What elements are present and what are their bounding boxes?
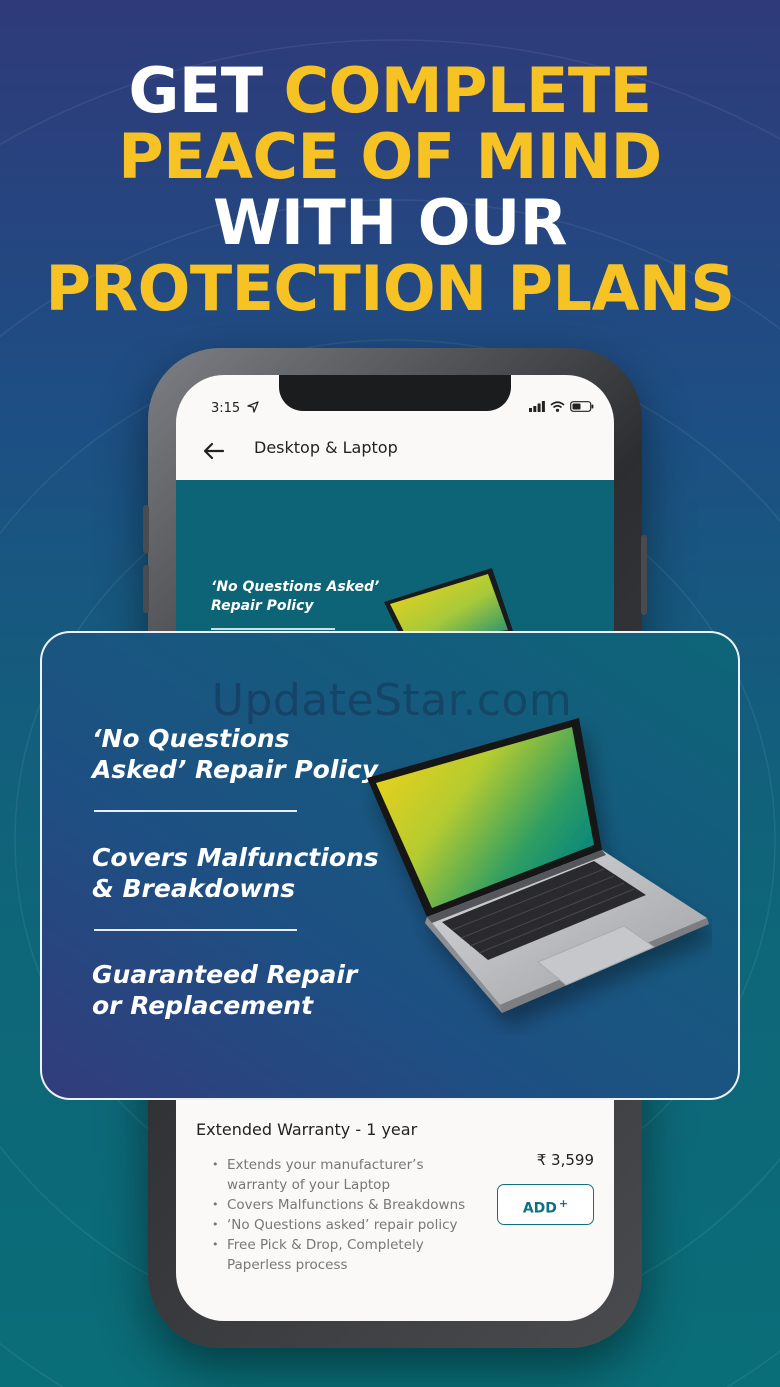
phone-side-button	[143, 505, 149, 553]
status-time-text: 3:15	[211, 401, 241, 416]
product-bullets	[210, 1155, 480, 1275]
feature-divider	[94, 810, 297, 812]
add-button-label: ADD	[522, 1200, 557, 1217]
list-item: • Extends your manufacturer’s warranty of your Laptop	[210, 1155, 480, 1195]
watermark: UpdateStar.com	[211, 675, 573, 726]
headline-line-4: PROTECTION PLANS	[45, 252, 735, 325]
laptop-image	[362, 715, 712, 1035]
signal-icon	[529, 401, 545, 412]
feature-malfunctions: Covers Malfunctions & Breakdowns	[92, 843, 379, 903]
headline-line-3: WITH OUR	[212, 186, 567, 259]
status-icons	[529, 401, 594, 412]
list-item: • ‘No Questions asked’ repair policy	[210, 1215, 480, 1235]
headline-highlight: COMPLETE	[283, 54, 652, 127]
product-price: ₹ 3,599	[536, 1151, 594, 1169]
arrow-left-icon[interactable]	[202, 439, 226, 463]
feature-repair-policy: ‘No Questions Asked’ Repair Policy	[92, 724, 379, 784]
wifi-icon	[550, 401, 565, 412]
phone-notch	[279, 375, 511, 411]
status-time	[211, 401, 259, 416]
battery-icon	[570, 401, 594, 412]
phone-side-button	[143, 565, 149, 613]
location-arrow-icon	[247, 401, 259, 413]
page-title: Desktop & Laptop	[254, 438, 398, 457]
feature-divider	[94, 929, 297, 931]
list-item: • Free Pick & Drop, Completely Paperless process	[210, 1235, 480, 1275]
phone-power-button	[641, 535, 647, 615]
add-button[interactable]	[497, 1184, 594, 1225]
feature-card	[40, 631, 740, 1100]
banner-divider	[211, 628, 335, 630]
banner-feature-text: ‘No Questions Asked’ Repair Policy	[211, 579, 380, 614]
headline	[0, 54, 780, 325]
plus-icon: +	[558, 1197, 569, 1210]
headline-line-1	[0, 54, 780, 127]
feature-guaranteed-repair: Guaranteed Repair or Replacement	[92, 960, 358, 1020]
headline-text: GET	[128, 54, 284, 127]
headline-line-2: PEACE OF MIND	[118, 120, 662, 193]
product-title: Extended Warranty - 1 year	[196, 1120, 418, 1139]
list-item: • Covers Malfunctions & Breakdowns	[210, 1195, 480, 1215]
